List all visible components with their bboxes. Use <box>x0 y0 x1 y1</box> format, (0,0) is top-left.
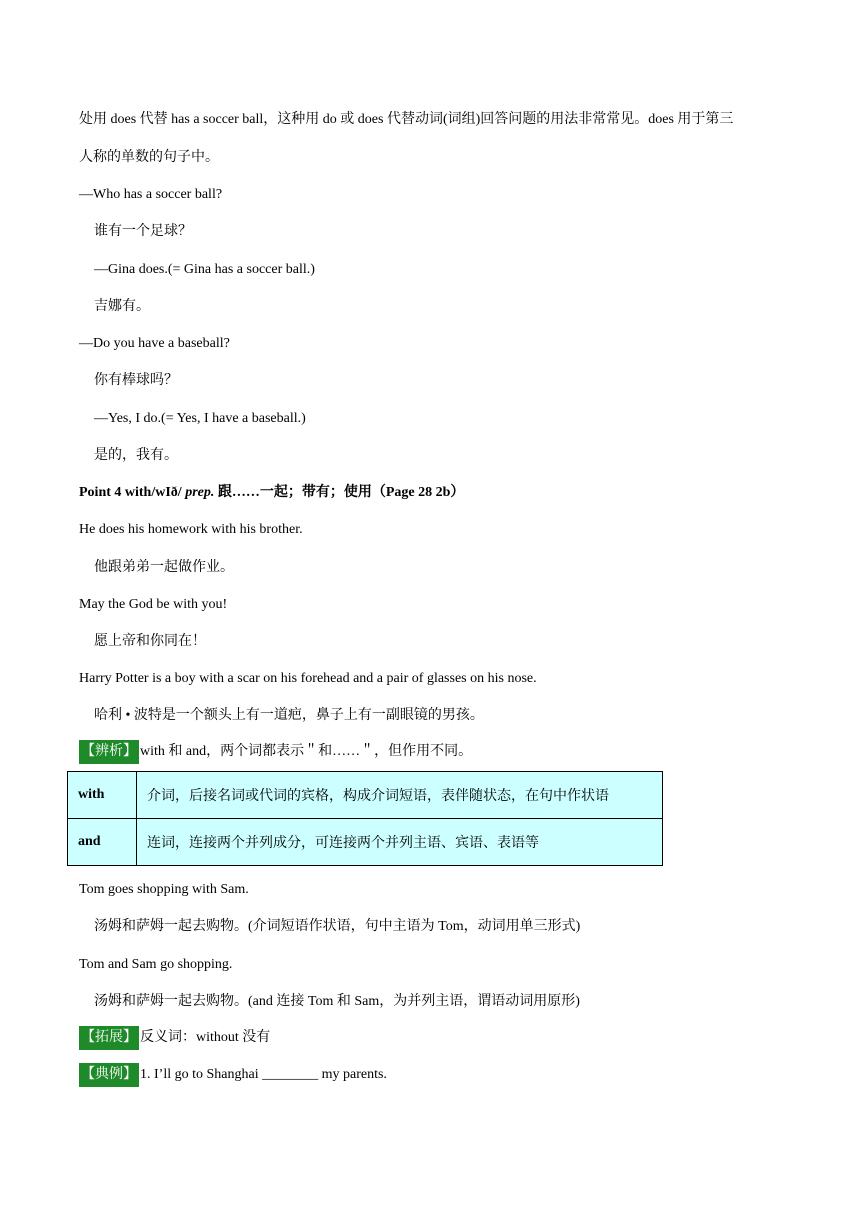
table-desc-cell: 介词，后接名词或代词的宾格，构成介词短语，表伴随状态，在句中作状语 <box>137 772 663 819</box>
example-translation: 谁有一个足球？ <box>94 224 192 239</box>
example-english: Tom and Sam go shopping. <box>79 957 233 972</box>
analysis-line <box>79 740 472 764</box>
example-english: —Do you have a baseball? <box>79 336 230 351</box>
paragraph-line: 人称的单数的句子中。 <box>79 150 219 165</box>
example-translation: 你有棒球吗？ <box>94 373 178 388</box>
point-heading-pos: prep. <box>185 485 215 500</box>
example-translation: 汤姆和萨姆一起去购物。(and 连接 Tom 和 Sam，为并列主语，谓语动词用原形) <box>94 994 580 1009</box>
table-word-cell: and <box>68 819 137 866</box>
example-translation: 汤姆和萨姆一起去购物。(介词短语作状语，句中主语为 Tom，动词用单三形式) <box>94 919 581 934</box>
comparison-table <box>67 771 663 866</box>
example-english: May the God be with you! <box>79 597 228 612</box>
table-word-cell: with <box>68 772 137 819</box>
example-translation: 愿上帝和你同在！ <box>94 634 206 649</box>
analysis-tag: 【辨析】 <box>79 740 139 764</box>
point-heading-meaning: 跟……一起；带有；使用（Page 28 2b） <box>214 485 465 500</box>
example-english: —Who has a soccer ball? <box>79 187 223 202</box>
point-heading <box>79 483 464 503</box>
expand-line <box>79 1026 270 1050</box>
table-row <box>68 819 663 866</box>
example-english: Harry Potter is a boy with a scar on his forehead and a pair of glasses on his nose. <box>79 671 537 686</box>
example-translation: 他跟弟弟一起做作业。 <box>94 560 234 575</box>
table-desc-cell: 连词，连接两个并列成分，可连接两个并列主语、宾语、表语等 <box>137 819 663 866</box>
paragraph-line: 处用 does 代替 has a soccer ball，这种用 do 或 does 代替动词(词组)回答问题的用法非常常见。does 用于第三 <box>79 112 734 127</box>
expand-text: 反义词：without 没有 <box>140 1030 271 1045</box>
example-line <box>79 1063 387 1087</box>
example-english: He does his homework with his brother. <box>79 522 303 537</box>
point-heading-main: Point 4 with/wIð/ <box>79 485 186 500</box>
example-english: Tom goes shopping with Sam. <box>79 882 249 897</box>
example-tag: 【典例】 <box>79 1063 139 1087</box>
expand-tag: 【拓展】 <box>79 1026 139 1050</box>
example-translation: 哈利 • 波特是一个额头上有一道疤，鼻子上有一副眼镜的男孩。 <box>94 708 484 723</box>
analysis-text: with 和 and，两个词都表示＂和……＂，但作用不同。 <box>140 744 473 759</box>
example-text: 1. I’ll go to Shanghai ________ my parents. <box>140 1067 387 1082</box>
table-row <box>68 772 663 819</box>
example-english: —Yes, I do.(= Yes, I have a baseball.) <box>94 411 306 426</box>
example-translation: 吉娜有。 <box>94 299 150 314</box>
example-translation: 是的，我有。 <box>94 448 178 463</box>
example-english: —Gina does.(= Gina has a soccer ball.) <box>94 262 315 277</box>
